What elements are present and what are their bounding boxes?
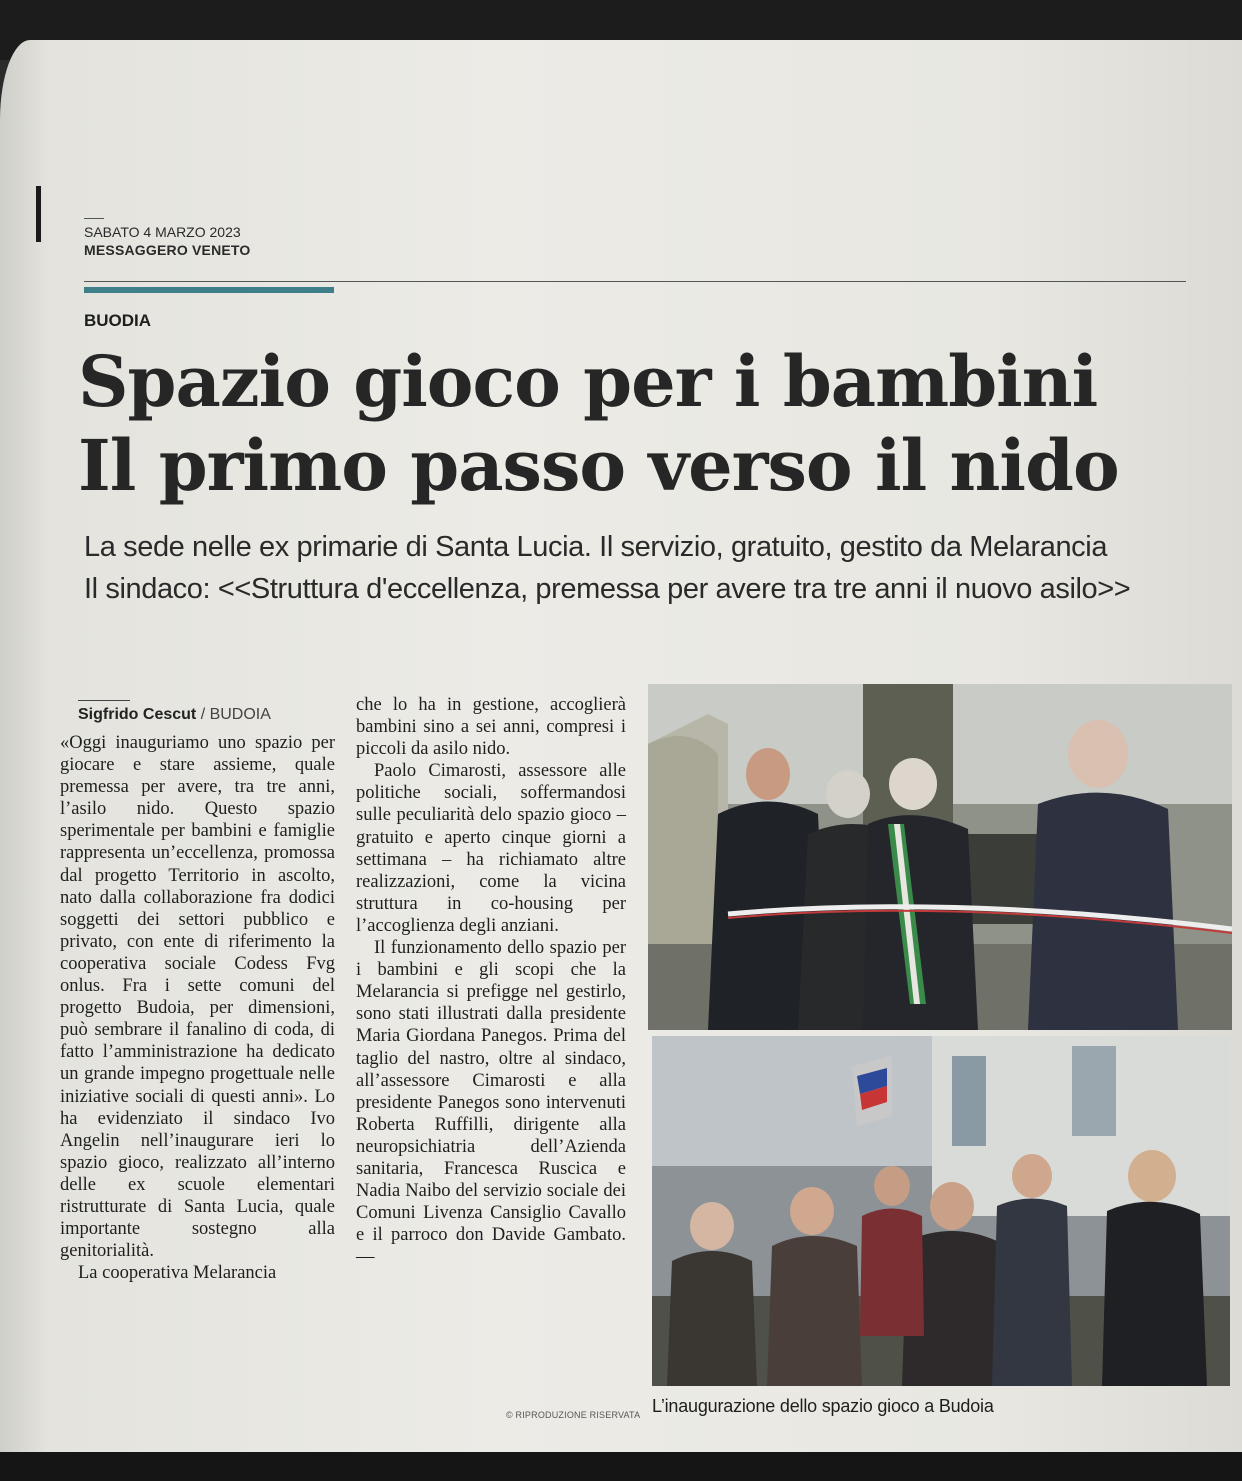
dark-background-bottom	[0, 1452, 1242, 1481]
photo-ribbon-cutting	[648, 684, 1232, 1030]
issue-date: SABATO 4 MARZO 2023	[84, 224, 241, 240]
column2-paragraph-2: Paolo Cimarosti, assessore alle politiche sociali, soffermandosi sulle peculiarità delo spazio gioco – gratuito e aperto cinque giorni a settimana – ha richiamato altre realizzazioni, come la vicina struttura in co-housing per l’accoglienza degli anziani.	[356, 761, 626, 936]
subhead-line-1: La sede nelle ex primarie di Santa Lucia. Il servizio, gratuito, gestito da Melarancia	[84, 531, 1108, 563]
byline: Sigfrido Cescut / BUDOIA	[78, 706, 271, 723]
subhead-line-2: Il sindaco: <<Struttura d'eccellenza, premessa per avere tra tre anni il nuovo asilo>>	[84, 573, 1131, 605]
byline-rule	[78, 700, 130, 701]
photo-ribbon-cutting-illustration	[648, 684, 1232, 1030]
section-accent-rule	[84, 287, 334, 293]
subheadline	[84, 526, 1214, 610]
column1-paragraph-1: «Oggi inauguriamo uno spazio per giocare e stare assieme, quale premessa per avere, tra tre anni, l’asilo nido. Questo spazio sperimentale per bambini e famiglie rappresenta un’eccellenza, promossa dal progetto Territorio in ascolto, nato dalla collaborazione fra dodici soggetti dei settori pubblico e privato, con ente di riferimento la cooperativa sociale Codess Fvg onlus. Fra i sette comuni del progetto Budoia, per dimensioni, può sembrare il fanalino di coda, di fatto l’amministrazione ha dedicato un grande impegno progettuale nelle iniziative sociali di questi anni». Lo ha evidenziato il sindaco Ivo Angelin nell’inaugurare ieri lo spazio gioco, realizzato all’interno delle ex scuole elementari ristrutturate di Santa Lucia, quale importante sostegno alla genitorialità.	[60, 733, 335, 1262]
copyright-notice: © RIPRODUZIONE RISERVATA	[506, 1410, 641, 1420]
publication-name: MESSAGGERO VENETO	[84, 242, 251, 258]
headline-line-1: Spazio gioco per i bambini	[78, 340, 1098, 423]
column1-paragraph-2: La cooperativa Melarancia	[78, 1263, 277, 1284]
article-column-1	[60, 732, 335, 1284]
dateline	[84, 218, 251, 259]
photo-caption: L’inaugurazione dello spazio gioco a Budoia	[652, 1396, 994, 1416]
byline-author: Sigfrido Cescut	[78, 706, 197, 723]
headline-line-2: Il primo passo verso il nido	[78, 424, 1119, 507]
article-column-2	[356, 694, 626, 1268]
photo-applauding-crowd-illustration	[652, 1036, 1230, 1386]
headline	[78, 340, 1178, 508]
byline-place: BUDOIA	[209, 706, 271, 723]
photo-applauding-crowd	[652, 1036, 1230, 1386]
section-kicker: BUODIA	[84, 311, 152, 330]
show-through-text	[840, 208, 851, 251]
page-fold-mark	[36, 186, 41, 242]
header-rule	[84, 281, 1186, 282]
column2-paragraph-1: che lo ha in gestione, accoglierà bambini sino a sei anni, compresi i piccoli da asilo nido.	[356, 695, 626, 760]
column2-paragraph-3: Il funzionamento dello spazio per i bambini e gli scopi che la Melarancia si prefigge nel gestirlo, sono stati illustrati dalla presidente Maria Giordana Panegos. Prima del taglio del nastro, oltre al sindaco, all’assessore Cimarosti e alla presidente Panegos sono intervenuti Roberta Ruffilli, dirigente alla neuropsichiatria dell’Azienda sanitaria, Francesca Ruscica e Nadia Naibo del servizio sociale dei Comuni Livenza Cansiglio Cavallo e il parroco don Davide Gambato. —	[356, 938, 626, 1268]
